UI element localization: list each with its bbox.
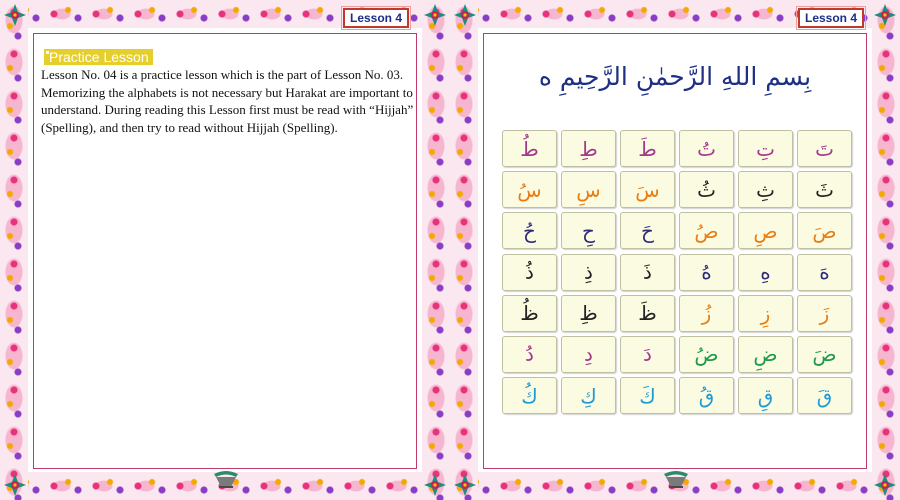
floral-corner-icon <box>872 2 898 28</box>
letter-cell: ذُ <box>502 254 557 291</box>
letter-cell: حُ <box>502 212 557 249</box>
floral-corner-icon <box>2 2 28 28</box>
letter-cell: سِ <box>561 171 616 208</box>
letter-cell: قِ <box>738 377 793 414</box>
letter-cell: ثُ <box>679 171 734 208</box>
bismillah-heading: بِسمِ اللهِ الرَّحمٰنِ الرَّحِيمِ ه <box>538 62 812 91</box>
lesson-description: Lesson No. 04 is a practice lesson which is the part of Lesson No. 03. Memorizing the alphabets is not necessary but Harakat are important to understand. During reading this Lesson first must be read with “Hijjah” (Spelling), and then try to read without Hijjah (Spelling). <box>41 67 414 135</box>
letter-cell: طَ <box>620 130 675 167</box>
letter-cell: هُ <box>679 254 734 291</box>
floral-border-left <box>0 0 28 500</box>
lesson-number-tag: Lesson 4 <box>798 8 864 28</box>
letter-cell: ضَ <box>797 336 852 373</box>
letter-cell: ضِ <box>738 336 793 373</box>
floral-corner-icon <box>2 472 28 498</box>
letter-cell: سَ <box>620 171 675 208</box>
letter-cell: كِ <box>561 377 616 414</box>
letter-cell: ثِ <box>738 171 793 208</box>
letter-cell: ضُ <box>679 336 734 373</box>
floral-corner-icon <box>452 2 478 28</box>
letter-cell: كَ <box>620 377 675 414</box>
letter-cell: حَ <box>620 212 675 249</box>
floral-corner-icon <box>422 2 448 28</box>
letter-cell: تُ <box>679 130 734 167</box>
lesson-number-tag: Lesson 4 <box>343 8 409 28</box>
letter-cell: طُ <box>502 130 557 167</box>
letter-cell: قُ <box>679 377 734 414</box>
letter-cell: هِ <box>738 254 793 291</box>
letter-cell: حِ <box>561 212 616 249</box>
arabic-letter-grid <box>497 130 852 418</box>
letter-cell: صَ <box>797 212 852 249</box>
letter-cell: هَ <box>797 254 852 291</box>
letter-cell: زِ <box>738 295 793 332</box>
letter-cell: قَ <box>797 377 852 414</box>
letter-cell: كُ <box>502 377 557 414</box>
letter-cell: ظَ <box>620 295 675 332</box>
letter-cell: طِ <box>561 130 616 167</box>
letter-cell: ذَ <box>620 254 675 291</box>
quran-bookstand-icon <box>661 466 691 490</box>
letter-cell: دِ <box>561 336 616 373</box>
letter-cell: دَ <box>620 336 675 373</box>
letter-cell: صِ <box>738 212 793 249</box>
letter-cell: صُ <box>679 212 734 249</box>
letter-cell: دُ <box>502 336 557 373</box>
letter-cell: ظُ <box>502 295 557 332</box>
quran-bookstand-icon <box>211 466 241 490</box>
right-page <box>450 0 900 500</box>
letter-cell: زَ <box>797 295 852 332</box>
letter-cell: ثَ <box>797 171 852 208</box>
floral-border-right <box>422 0 450 500</box>
letter-cell: تَ <box>797 130 852 167</box>
letter-cell: زُ <box>679 295 734 332</box>
letter-cell: ظِ <box>561 295 616 332</box>
floral-corner-icon <box>422 472 448 498</box>
letter-cell: سُ <box>502 171 557 208</box>
floral-corner-icon <box>452 472 478 498</box>
letter-cell: تِ <box>738 130 793 167</box>
section-heading: Practice Lesson <box>44 49 153 65</box>
letter-cell: ذِ <box>561 254 616 291</box>
floral-corner-icon <box>872 472 898 498</box>
